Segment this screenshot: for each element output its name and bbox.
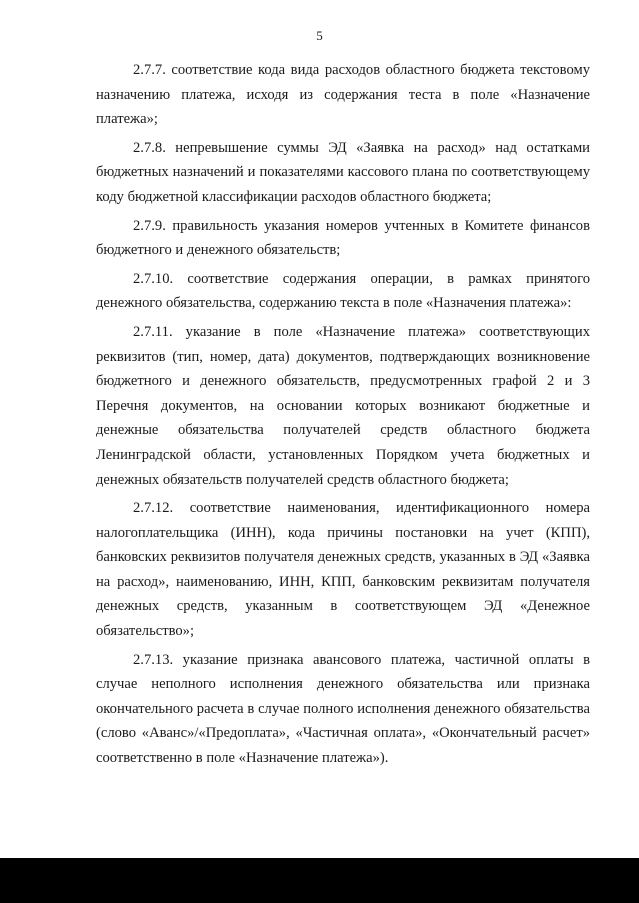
page-number: 5 — [316, 28, 323, 43]
paragraph-2-7-9: 2.7.9. правильность указания номеров учтенных в Комитете финансов бюджетного и денежного обязательств; — [96, 217, 590, 259]
paragraph-2-7-13: 2.7.13. указание признака авансового платежа, частичной оплаты в случае неполного исполнения денежного обязательства или признака окончательного расчета в случае полного исполнения денежного обязательства (слово «Аванс»/«Предоплата», «Частичная оплата», «Окончательный расчет» соответственно в поле «Назначение платежа»). — [96, 651, 590, 767]
scan-bottom-border — [0, 858, 639, 903]
paragraph-2-7-7: 2.7.7. соответствие кода вида расходов областного бюджета текстовому назначению платежа, исходя из содержания теста в поле «Назначение платежа»; — [96, 62, 590, 128]
paragraph-2-7-10: 2.7.10. соответствие содержания операции, в рамках принятого денежного обязательства, содержанию текста в поле «Назначения платежа»: — [96, 270, 590, 312]
paragraph-2-7-12: 2.7.12. соответствие наименования, идентификационного номера налогоплательщика (ИНН), кода причины постановки на учет (КПП), банковских реквизитов получателя денежных средств, указанных в ЭД «Заявка на расход», наименованию, ИНН, КПП, банковским реквизитам получателя денежных средств, указанным в соответствующем ЭД «Денежное обязательство»; — [96, 500, 590, 640]
paragraph-2-7-8: 2.7.8. непревышение суммы ЭД «Заявка на расход» над остатками бюджетных назначений и показателями кассового плана по соответствующему коду бюджетной классификации расходов областного бюджета; — [96, 139, 590, 205]
document-body — [96, 58, 590, 775]
paragraph-2-7-11: 2.7.11. указание в поле «Назначение платежа» соответствующих реквизитов (тип, номер, дата) документов, подтверждающих возникновение бюджетного и денежного обязательств, предусмотренных графой 2 и 3 Перечня документов, на основании которых возникают бюджетные и денежные обязательства получателей средств областного бюджета Ленинградской области, установленных Порядком учета бюджетных и денежных обязательств получателей средств областного бюджета; — [96, 323, 590, 488]
